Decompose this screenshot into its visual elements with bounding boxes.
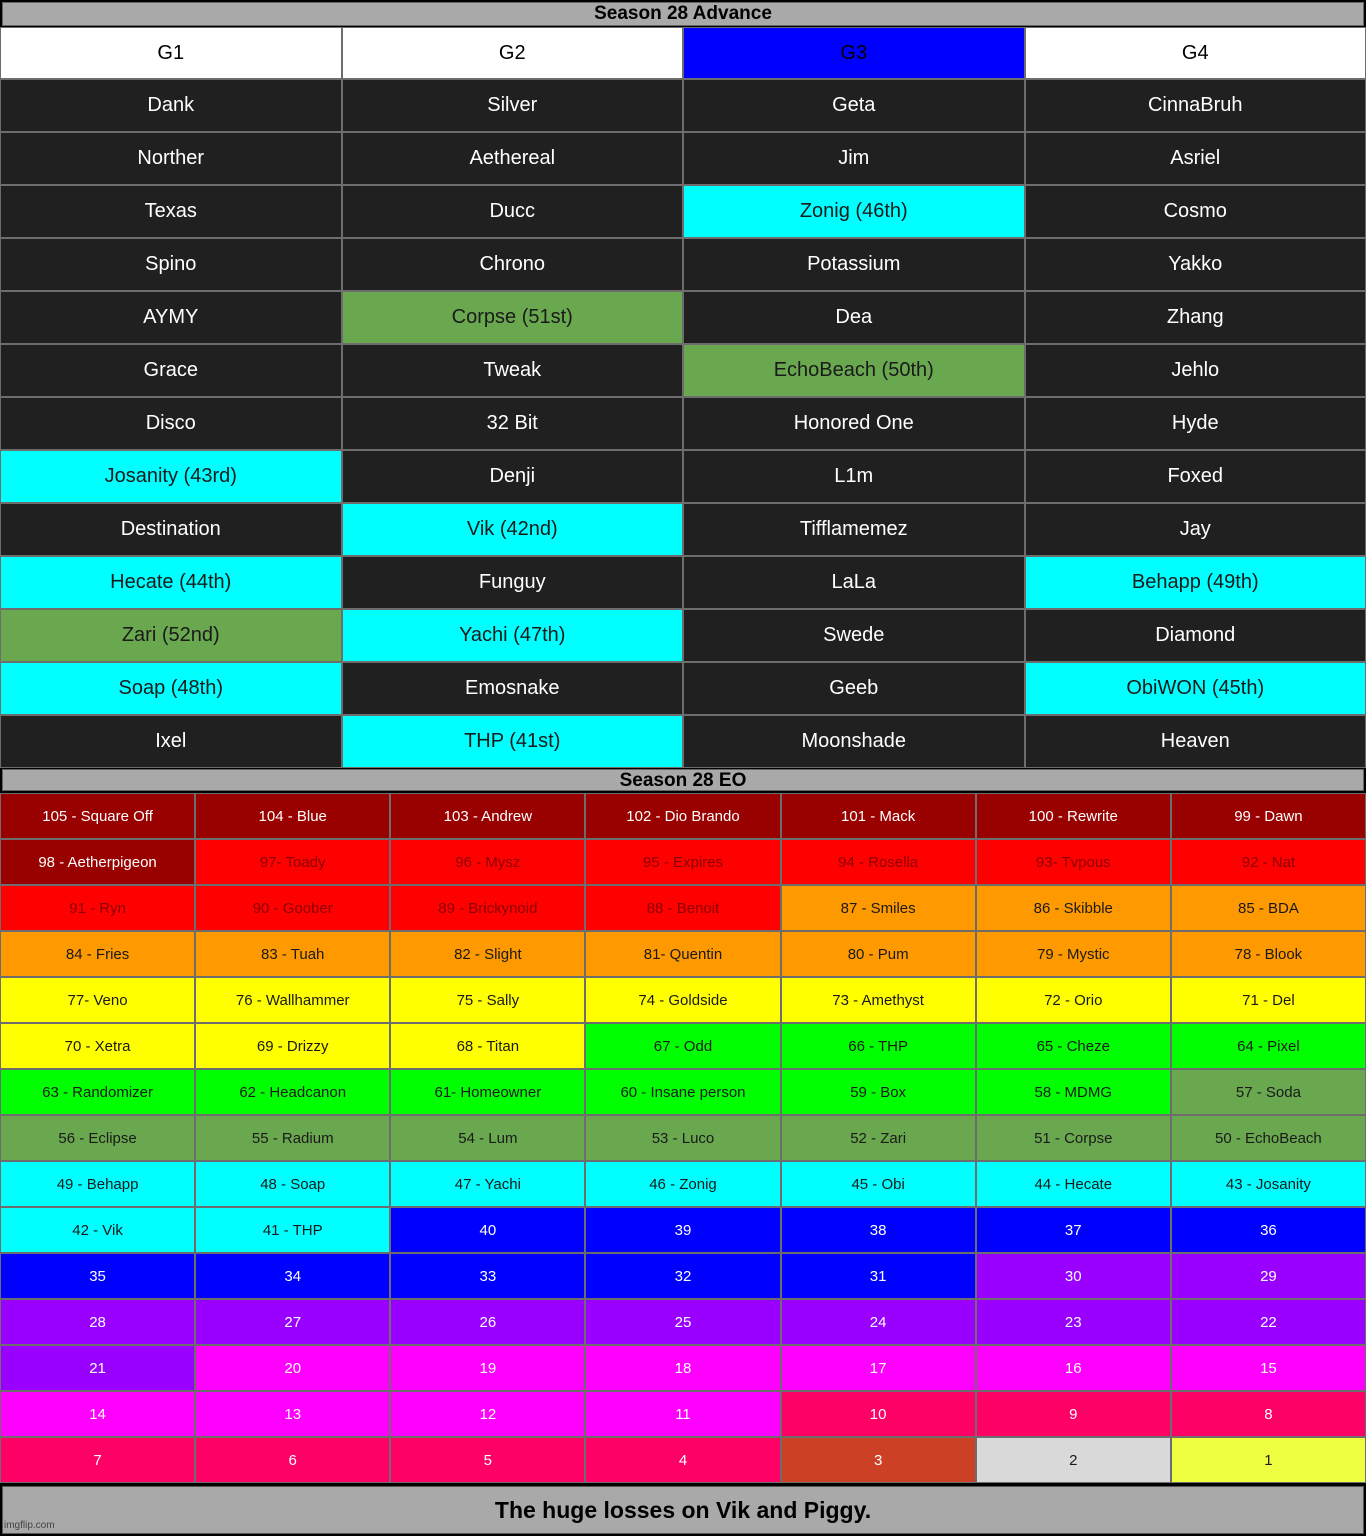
eo-cell: 54 - Lum [390, 1115, 585, 1161]
eo-cell: 94 - Rosella [781, 839, 976, 885]
eo-cell: 74 - Goldside [585, 977, 780, 1023]
eo-cell: 5 [390, 1437, 585, 1483]
eo-cell: 103 - Andrew [390, 793, 585, 839]
group-header-3: G3 [683, 27, 1025, 79]
eo-cell: 10 [781, 1391, 976, 1437]
advance-cell: Yakko [1025, 238, 1366, 291]
eo-cell: 95 - Expires [585, 839, 780, 885]
advance-cell: Destination [0, 503, 342, 556]
eo-cell: 70 - Xetra [0, 1023, 195, 1069]
eo-cell: 80 - Pum [781, 931, 976, 977]
eo-cell: 37 [976, 1207, 1171, 1253]
advance-cell: Corpse (51st) [342, 291, 684, 344]
advance-cell: Grace [0, 344, 342, 397]
eo-cell: 16 [976, 1345, 1171, 1391]
eo-cell: 84 - Fries [0, 931, 195, 977]
advance-cell: Soap (48th) [0, 662, 342, 715]
eo-cell: 53 - Luco [585, 1115, 780, 1161]
eo-cell: 39 [585, 1207, 780, 1253]
eo-cell: 18 [585, 1345, 780, 1391]
eo-cell: 62 - Headcanon [195, 1069, 390, 1115]
eo-cell: 75 - Sally [390, 977, 585, 1023]
eo-cell: 69 - Drizzy [195, 1023, 390, 1069]
advance-cell: Spino [0, 238, 342, 291]
eo-cell: 25 [585, 1299, 780, 1345]
eo-cell: 90 - Goober [195, 885, 390, 931]
advance-cell: Silver [342, 79, 684, 132]
eo-cell: 65 - Cheze [976, 1023, 1171, 1069]
advance-cell: Zari (52nd) [0, 609, 342, 662]
advance-cell: Norther [0, 132, 342, 185]
advance-cell: Tifflamemez [683, 503, 1025, 556]
advance-cell: Hyde [1025, 397, 1366, 450]
eo-cell: 31 [781, 1253, 976, 1299]
advance-cell: EchoBeach (50th) [683, 344, 1025, 397]
eo-cell: 30 [976, 1253, 1171, 1299]
advance-cell: Honored One [683, 397, 1025, 450]
eo-cell: 15 [1171, 1345, 1366, 1391]
eo-cell: 1 [1171, 1437, 1366, 1483]
eo-cell: 51 - Corpse [976, 1115, 1171, 1161]
eo-cell: 91 - Ryn [0, 885, 195, 931]
advance-cell: Dea [683, 291, 1025, 344]
advance-cell: Dank [0, 79, 342, 132]
eo-cell: 17 [781, 1345, 976, 1391]
advance-cell: L1m [683, 450, 1025, 503]
eo-cell: 64 - Pixel [1171, 1023, 1366, 1069]
advance-cell: Moonshade [683, 715, 1025, 768]
eo-cell: 83 - Tuah [195, 931, 390, 977]
eo-cell: 86 - Skibble [976, 885, 1171, 931]
advance-table [0, 27, 1366, 768]
advance-cell: Zonig (46th) [683, 185, 1025, 238]
advance-cell: Zhang [1025, 291, 1366, 344]
eo-cell: 19 [390, 1345, 585, 1391]
advance-cell: Denji [342, 450, 684, 503]
eo-cell: 97- Toady [195, 839, 390, 885]
eo-cell: 47 - Yachi [390, 1161, 585, 1207]
advance-cell: Disco [0, 397, 342, 450]
eo-cell: 76 - Wallhammer [195, 977, 390, 1023]
eo-cell: 7 [0, 1437, 195, 1483]
eo-cell: 72 - Orio [976, 977, 1171, 1023]
eo-cell: 67 - Odd [585, 1023, 780, 1069]
eo-cell: 23 [976, 1299, 1171, 1345]
eo-table [0, 793, 1366, 1483]
advance-cell: Texas [0, 185, 342, 238]
advance-cell: Vik (42nd) [342, 503, 684, 556]
eo-cell: 102 - Dio Brando [585, 793, 780, 839]
eo-cell: 20 [195, 1345, 390, 1391]
eo-cell: 3 [781, 1437, 976, 1483]
eo-cell: 98 - Aetherpigeon [0, 839, 195, 885]
eo-cell: 8 [1171, 1391, 1366, 1437]
eo-cell: 99 - Dawn [1171, 793, 1366, 839]
advance-cell: Geta [683, 79, 1025, 132]
eo-cell: 85 - BDA [1171, 885, 1366, 931]
eo-cell: 68 - Titan [390, 1023, 585, 1069]
eo-title: Season 28 EO [2, 769, 1364, 791]
eo-cell: 104 - Blue [195, 793, 390, 839]
eo-cell: 88 - Benoit [585, 885, 780, 931]
eo-cell: 96 - Mysz [390, 839, 585, 885]
advance-cell: Funguy [342, 556, 684, 609]
eo-cell: 101 - Mack [781, 793, 976, 839]
group-header-4: G4 [1025, 27, 1366, 79]
advance-cell: 32 Bit [342, 397, 684, 450]
eo-cell: 24 [781, 1299, 976, 1345]
eo-cell: 66 - THP [781, 1023, 976, 1069]
advance-cell: Ducc [342, 185, 684, 238]
eo-cell: 44 - Hecate [976, 1161, 1171, 1207]
eo-cell: 55 - Radium [195, 1115, 390, 1161]
eo-cell: 61- Homeowner [390, 1069, 585, 1115]
eo-cell: 60 - Insane person [585, 1069, 780, 1115]
advance-cell: Yachi (47th) [342, 609, 684, 662]
advance-title: Season 28 Advance [2, 2, 1364, 26]
eo-cell: 11 [585, 1391, 780, 1437]
eo-cell: 28 [0, 1299, 195, 1345]
advance-cell: Jim [683, 132, 1025, 185]
watermark: imgflip.com [4, 1520, 55, 1531]
eo-cell: 9 [976, 1391, 1171, 1437]
advance-cell: Geeb [683, 662, 1025, 715]
advance-cell: Cosmo [1025, 185, 1366, 238]
eo-cell: 21 [0, 1345, 195, 1391]
eo-cell: 43 - Josanity [1171, 1161, 1366, 1207]
advance-cell: Josanity (43rd) [0, 450, 342, 503]
eo-cell: 82 - Slight [390, 931, 585, 977]
advance-cell: Diamond [1025, 609, 1366, 662]
eo-cell: 41 - THP [195, 1207, 390, 1253]
eo-cell: 78 - Blook [1171, 931, 1366, 977]
eo-cell: 13 [195, 1391, 390, 1437]
advance-cell: CinnaBruh [1025, 79, 1366, 132]
advance-cell: LaLa [683, 556, 1025, 609]
eo-cell: 92 - Nat [1171, 839, 1366, 885]
advance-cell: Potassium [683, 238, 1025, 291]
advance-cell: Emosnake [342, 662, 684, 715]
eo-cell: 63 - Randomizer [0, 1069, 195, 1115]
eo-cell: 40 [390, 1207, 585, 1253]
eo-cell: 22 [1171, 1299, 1366, 1345]
group-header-1: G1 [0, 27, 342, 79]
eo-cell: 38 [781, 1207, 976, 1253]
eo-cell: 52 - Zari [781, 1115, 976, 1161]
eo-cell: 56 - Eclipse [0, 1115, 195, 1161]
advance-cell: Behapp (49th) [1025, 556, 1366, 609]
eo-cell: 46 - Zonig [585, 1161, 780, 1207]
eo-cell: 79 - Mystic [976, 931, 1171, 977]
eo-cell: 32 [585, 1253, 780, 1299]
eo-cell: 42 - Vik [0, 1207, 195, 1253]
eo-cell: 77- Veno [0, 977, 195, 1023]
eo-cell: 4 [585, 1437, 780, 1483]
eo-cell: 100 - Rewrite [976, 793, 1171, 839]
advance-cell: Asriel [1025, 132, 1366, 185]
meme-caption: The huge losses on Vik and Piggy. [2, 1486, 1364, 1534]
eo-cell: 33 [390, 1253, 585, 1299]
eo-cell: 12 [390, 1391, 585, 1437]
advance-cell: Heaven [1025, 715, 1366, 768]
eo-cell: 36 [1171, 1207, 1366, 1253]
group-header-2: G2 [342, 27, 684, 79]
eo-cell: 87 - Smiles [781, 885, 976, 931]
eo-cell: 89 - Brickynoid [390, 885, 585, 931]
eo-cell: 34 [195, 1253, 390, 1299]
eo-cell: 35 [0, 1253, 195, 1299]
advance-cell: Jay [1025, 503, 1366, 556]
advance-cell: Chrono [342, 238, 684, 291]
advance-cell: AYMY [0, 291, 342, 344]
advance-cell: Hecate (44th) [0, 556, 342, 609]
eo-cell: 45 - Obi [781, 1161, 976, 1207]
eo-cell: 59 - Box [781, 1069, 976, 1115]
eo-cell: 26 [390, 1299, 585, 1345]
eo-cell: 49 - Behapp [0, 1161, 195, 1207]
advance-cell: Tweak [342, 344, 684, 397]
eo-cell: 93- Tvpous [976, 839, 1171, 885]
eo-cell: 27 [195, 1299, 390, 1345]
advance-cell: Ixel [0, 715, 342, 768]
advance-cell: THP (41st) [342, 715, 684, 768]
eo-cell: 105 - Square Off [0, 793, 195, 839]
eo-cell: 48 - Soap [195, 1161, 390, 1207]
eo-cell: 71 - Del [1171, 977, 1366, 1023]
advance-cell: Swede [683, 609, 1025, 662]
eo-cell: 6 [195, 1437, 390, 1483]
advance-cell: ObiWON (45th) [1025, 662, 1366, 715]
eo-cell: 2 [976, 1437, 1171, 1483]
eo-cell: 57 - Soda [1171, 1069, 1366, 1115]
eo-cell: 29 [1171, 1253, 1366, 1299]
advance-cell: Foxed [1025, 450, 1366, 503]
eo-cell: 50 - EchoBeach [1171, 1115, 1366, 1161]
advance-cell: Jehlo [1025, 344, 1366, 397]
eo-cell: 73 - Amethyst [781, 977, 976, 1023]
eo-cell: 81- Quentin [585, 931, 780, 977]
advance-cell: Aethereal [342, 132, 684, 185]
eo-cell: 58 - MDMG [976, 1069, 1171, 1115]
eo-cell: 14 [0, 1391, 195, 1437]
